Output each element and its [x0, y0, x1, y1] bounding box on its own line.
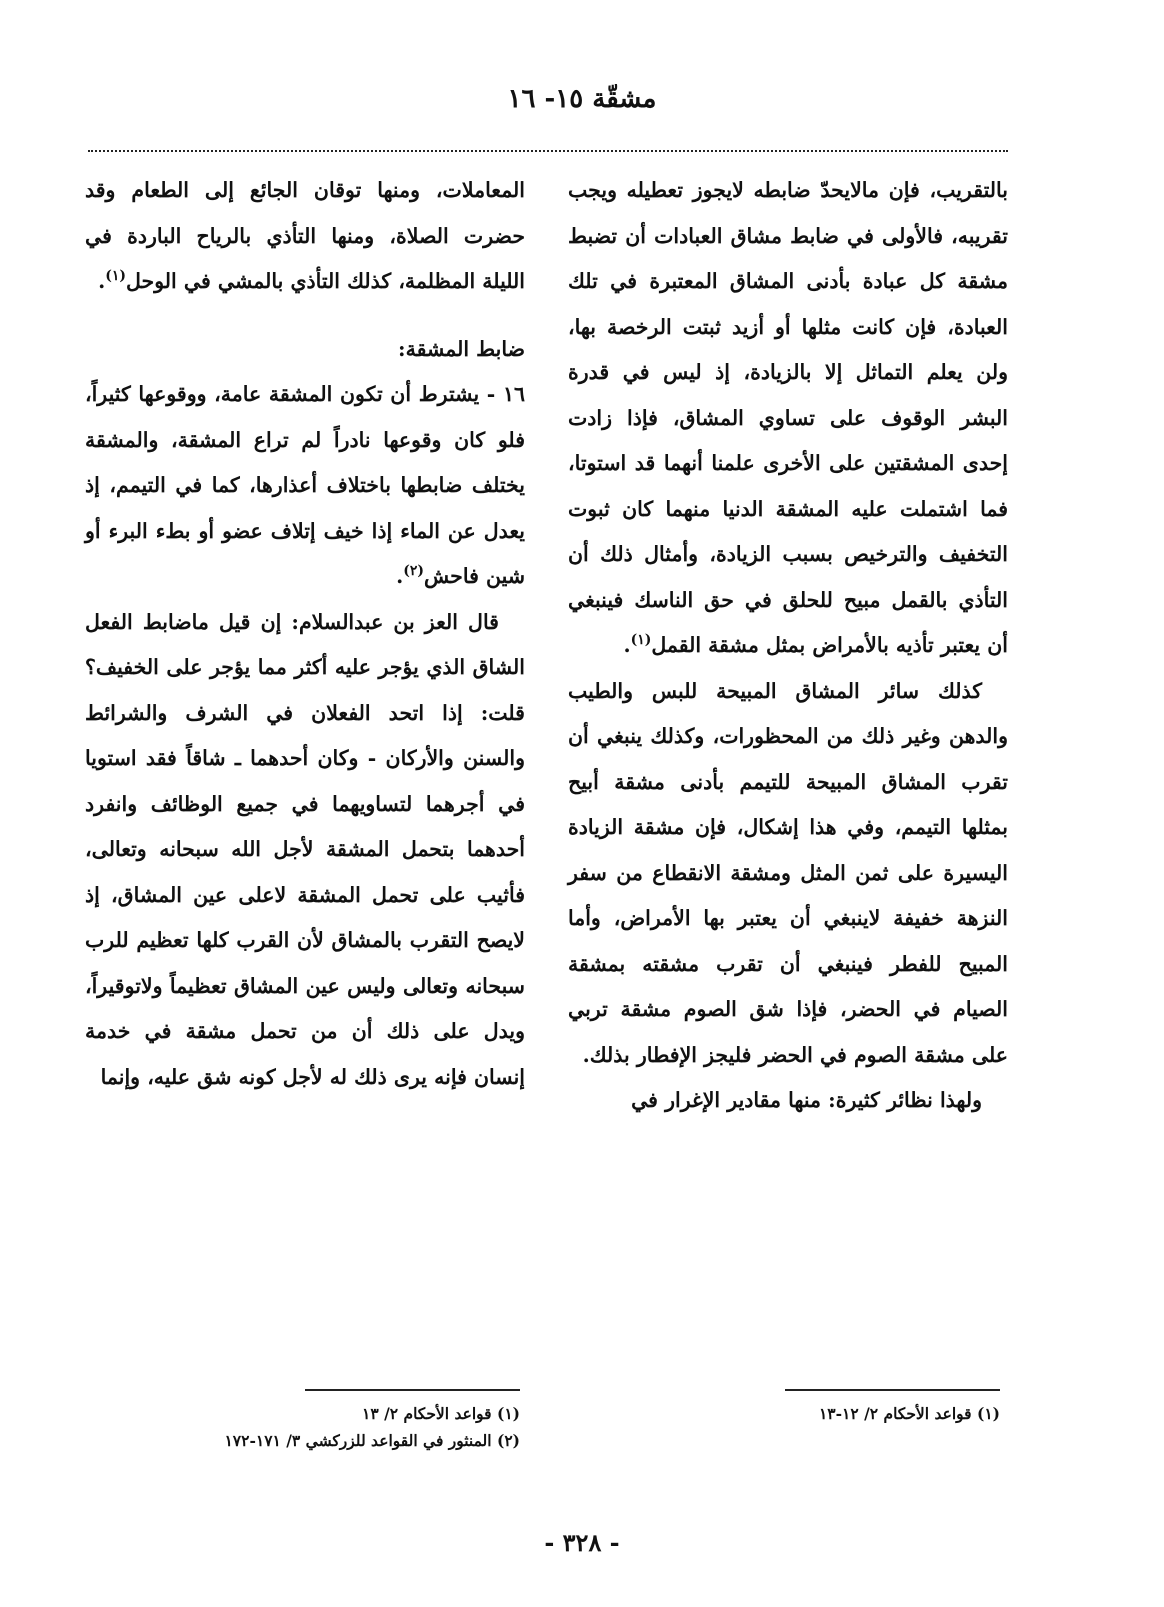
footnote-rule-right: [785, 1389, 1000, 1391]
footnote-rule-left: [305, 1389, 520, 1391]
footnote-ref: (٢): [403, 563, 425, 580]
right-column: [568, 168, 1008, 1124]
header-divider: [88, 150, 1008, 152]
footnote-ref: (١): [630, 632, 652, 649]
paragraph: ١٦ - يشترط أن تكون المشقة عامة، ووقوعها كثيراً، فلو كان وقوعها نادراً لم تراع المشقة، والمشقة يختلف ضابطها باختلاف أعذارها، كما في التيمم، إذ يعدل عن الماء إذا خيف إتلاف عضو أو بطء البرء أو شين فاحش$^{(٢)}$.: [85, 382, 525, 588]
paragraph: ولهذا نظائر كثيرة: منها مقادير الإغرار في: [631, 1088, 982, 1112]
footnote: (١) قواعد الأحكام ٢/ ١٣: [362, 1404, 520, 1423]
footnote: (٢) المنثور في القواعد للزركشي ٣/ ١٧١-١٧٢: [224, 1431, 520, 1450]
page-header: مشقّة ١٥- ١٦: [507, 84, 657, 114]
paragraph: المعاملات، ومنها توقان الجائع إلى الطعام وقد حضرت الصلاة، ومنها التأذي بالرياح الباردة في الليلة المظلمة، كذلك التأذي بالمشي في الوحل$^{(١)}$.: [85, 178, 525, 293]
paragraph: قال العز بن عبدالسلام: إن قيل ماضابط الفعل الشاق الذي يؤجر عليه أكثر مما يؤجر على الخفيف؟ قلت: إذا اتحد الفعلان في الشرف والشرائط والسنن والأركان - وكان أحدهما ـ شاقاً فقد استويا في أجرهما لتساويهما في جميع الوظائف وانفرد أحدهما بتحمل المشقة لأجل الله سبحانه وتعالى، فأثيب على تحمل المشقة لاعلى عين المشاق، إذ لايصح التقرب بالمشاق لأن القرب كلها تعظيم للرب سبحانه وتعالى وليس عين المشاق تعظيماً ولاتوقيراً، ويدل على ذلك أن من تحمل مشقة في خدمة إنسان فإنه يرى ذلك له لأجل كونه شق عليه، وإنما: [85, 609, 525, 1089]
footnotes-right: [700, 1400, 1000, 1427]
paragraph: بالتقريب، فإن مالايحدّ ضابطه لايجوز تعطيله ويجب تقريبه، فالأولى في ضابط مشاق العبادات أن تضبط مشقة كل عبادة بأدنى المشاق المعتبرة في تلك العبادة، فإن كانت مثلها أو أزيد ثبتت الرخصة بها، ولن يعلم التماثل إلا بالزيادة، إذ ليس في قدرة البشر الوقوف على تساوي المشاق، فإذا زادت إحدى المشقتين على الأخرى علمنا أنهما قد استوتا، فما اشتملت عليه المشقة الدنيا منهما كان ثبوت التخفيف والترخيص بسبب الزيادة، وأمثال ذلك أن التأذي بالقمل مبيح للحلق في حق الناسك فينبغي أن يعتبر تأذيه بالأمراض بمثل مشقة القمل$^{(١)}$.: [568, 178, 1008, 657]
left-column: [85, 168, 525, 1100]
page-number: - ٣٢٨ -: [544, 1528, 620, 1557]
footnote: (١) قواعد الأحكام ٢/ ١٢-١٣: [818, 1404, 1000, 1423]
footnote-ref: (١): [105, 268, 126, 285]
paragraph: كذلك سائر المشاق المبيحة للبس والطيب والدهن وغير ذلك من المحظورات، وكذلك ينبغي أن تقرب المشاق المبيحة للتيمم بأدنى مشقة أبيح بمثلها التيمم، وفي هذا إشكال، فإن مشقة الزيادة اليسيرة على ثمن المثل ومشقة الانقطاع من سفر النزهة خفيفة لاينبغي أن يعتبر بها الأمراض، وأما المبيح للفطر فينبغي أن تقرب مشقته بمشقة الصيام في الحضر، فإذا شق الصوم مشقة تربي على مشقة الصوم في الحضر فليجز الإفطار بذلك.: [568, 678, 1008, 1067]
footnotes-left: [160, 1400, 520, 1454]
section-heading: ضابط المشقة:: [398, 336, 525, 361]
